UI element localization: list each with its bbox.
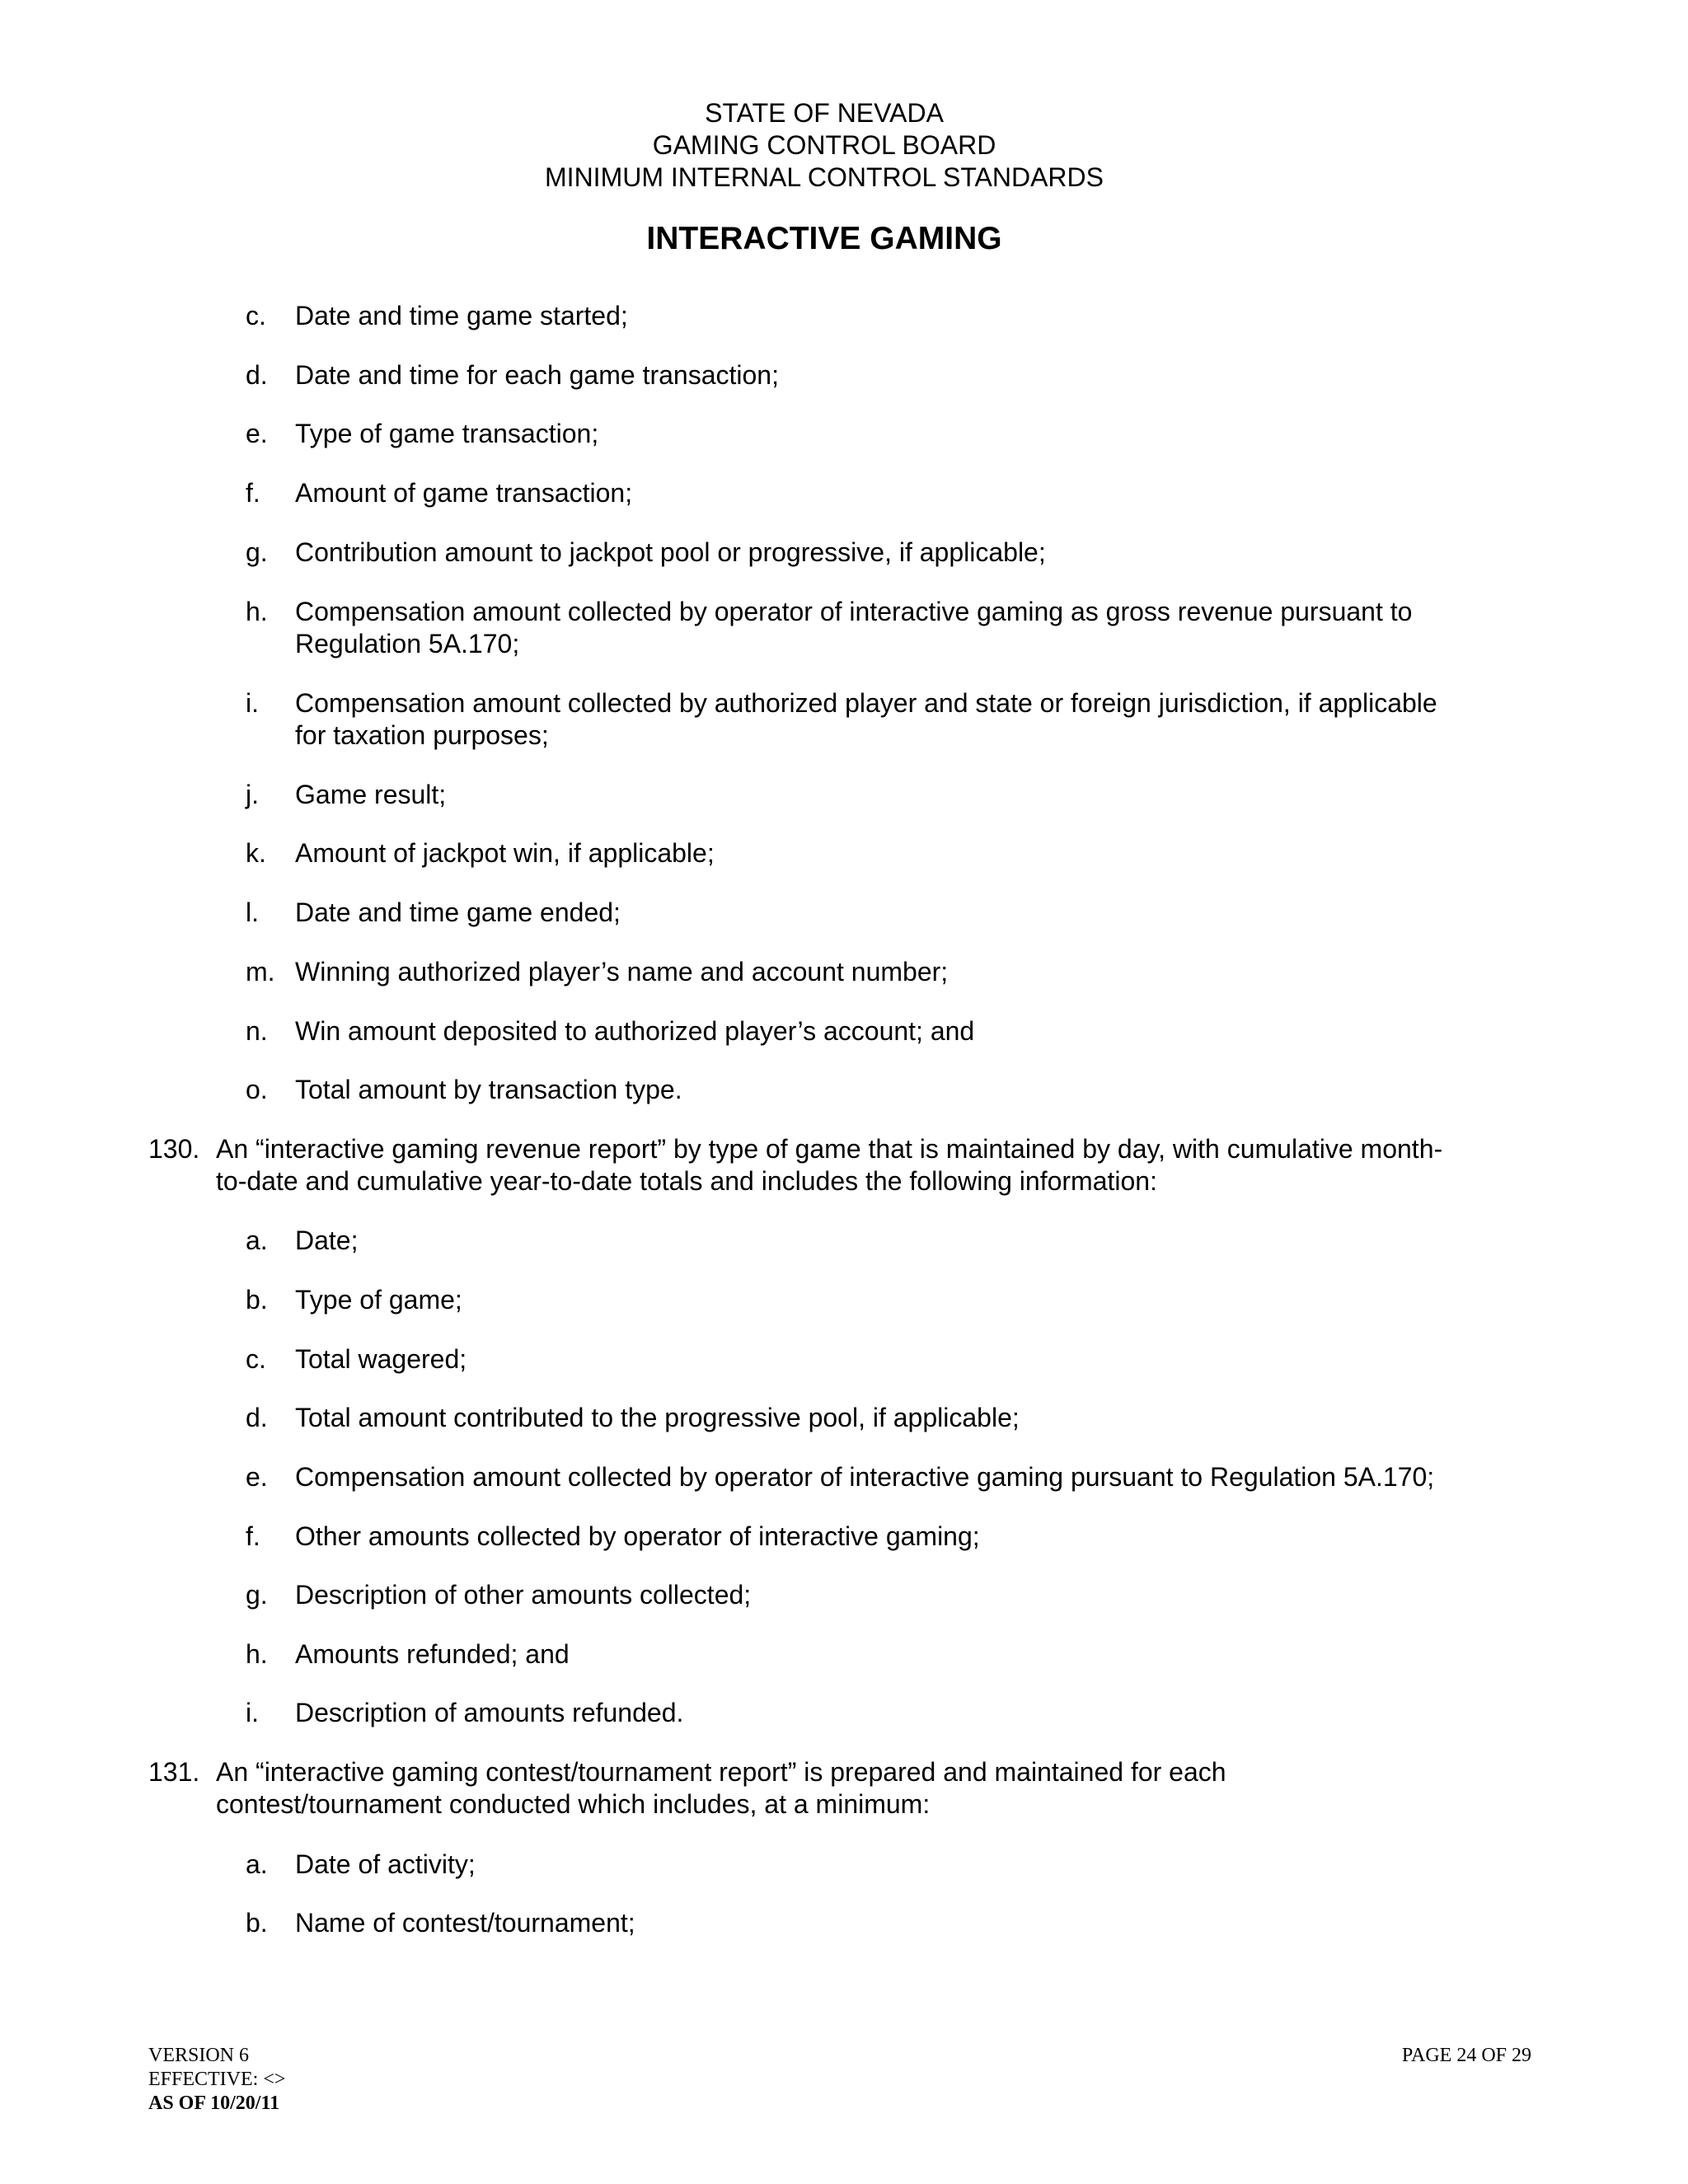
paragraph-text: contest/tournament conducted which includes, at a minimum: [216, 1789, 931, 1819]
list-item-text: Win amount deposited to authorized player’s account; and [295, 1016, 975, 1046]
list-item-label: o. [246, 1075, 268, 1104]
list-item-label: c. [246, 301, 266, 330]
list-item-label: i. [246, 1698, 259, 1727]
paragraph-text: An “interactive gaming revenue report” by type of game that is maintained by day, with cumulative month- [216, 1134, 1443, 1164]
header-board: GAMING CONTROL BOARD [652, 130, 996, 160]
list-item-text: Amount of jackpot win, if applicable; [295, 838, 715, 868]
list-item-text: Date and time for each game transaction; [295, 360, 779, 390]
list-item-text: Other amounts collected by operator of interactive gaming; [295, 1521, 980, 1551]
list-item-text: Amount of game transaction; [295, 478, 633, 508]
list-item-text: Total amount contributed to the progressive pool, if applicable; [295, 1403, 1020, 1432]
list-item-label: e. [246, 1462, 268, 1492]
list-item-label: k. [246, 838, 266, 868]
list-item-label: f. [246, 478, 260, 508]
list-item-label: b. [246, 1285, 268, 1315]
list-item-label: m. [246, 957, 275, 987]
list-item-text: Date and time game ended; [295, 898, 621, 927]
list-item-label: n. [246, 1016, 268, 1046]
list-item-text: Name of contest/tournament; [295, 1908, 635, 1938]
footer-version: VERSION 6 [148, 2045, 250, 2066]
list-item-label: h. [246, 1639, 268, 1669]
list-item-label: d. [246, 1403, 268, 1432]
list-item-text: Total amount by transaction type. [295, 1075, 682, 1104]
list-item-label: f. [246, 1521, 260, 1551]
list-item-text: Type of game; [295, 1285, 462, 1315]
page-header [0, 97, 1648, 194]
footer-effective: EFFECTIVE: <> [148, 2069, 286, 2090]
paragraph-number: 131. [148, 1757, 200, 1787]
list-item-text: Game result; [295, 780, 447, 809]
list-item-label: a. [246, 1226, 268, 1255]
list-item-text: Total wagered; [295, 1344, 467, 1374]
list-item-text: Date of activity; [295, 1849, 476, 1879]
footer-as-of: AS OF 10/20/11 [148, 2093, 280, 2114]
list-item-label: a. [246, 1849, 268, 1879]
list-item-text: Amounts refunded; and [295, 1639, 570, 1669]
list-item-text: Regulation 5A.170; [295, 629, 520, 658]
list-item-text: for taxation purposes; [295, 720, 549, 750]
list-item-label: i. [246, 688, 259, 718]
page-title: INTERACTIVE GAMING [646, 221, 1002, 256]
list-item-label: b. [246, 1908, 268, 1938]
list-item-text: Type of game transaction; [295, 419, 599, 448]
list-item-label: c. [246, 1344, 266, 1374]
paragraph-number: 130. [148, 1134, 200, 1164]
paragraph-text: to-date and cumulative year-to-date totals and includes the following information: [216, 1166, 1157, 1196]
list-item-text: Date and time game started; [295, 301, 628, 330]
list-item-text: Compensation amount collected by operator of interactive gaming as gross revenue pursuant to [295, 597, 1413, 626]
list-item-label: j. [246, 780, 259, 809]
list-item-text: Compensation amount collected by authorized player and state or foreign jurisdiction, if applicable [295, 688, 1437, 718]
list-item-label: l. [246, 898, 259, 927]
list-item-label: g. [246, 1580, 268, 1610]
list-item-label: e. [246, 419, 268, 448]
list-item-label: g. [246, 537, 268, 567]
list-item-text: Date; [295, 1226, 359, 1255]
header-standards: MINIMUM INTERNAL CONTROL STANDARDS [545, 162, 1104, 192]
list-item-text: Contribution amount to jackpot pool or progressive, if applicable; [295, 537, 1046, 567]
header-state: STATE OF NEVADA [705, 98, 944, 128]
list-item-text: Winning authorized player’s name and account number; [295, 957, 949, 987]
footer-page-number: PAGE 24 OF 29 [1401, 2045, 1531, 2066]
list-item-text: Description of amounts refunded. [295, 1698, 684, 1727]
list-item-label: d. [246, 360, 268, 390]
list-item-label: h. [246, 597, 268, 626]
list-item-text: Description of other amounts collected; [295, 1580, 752, 1610]
paragraph-text: An “interactive gaming contest/tournament report” is prepared and maintained for each [216, 1757, 1226, 1787]
list-item-text: Compensation amount collected by operator of interactive gaming pursuant to Regulation 5A.170; [295, 1462, 1435, 1492]
